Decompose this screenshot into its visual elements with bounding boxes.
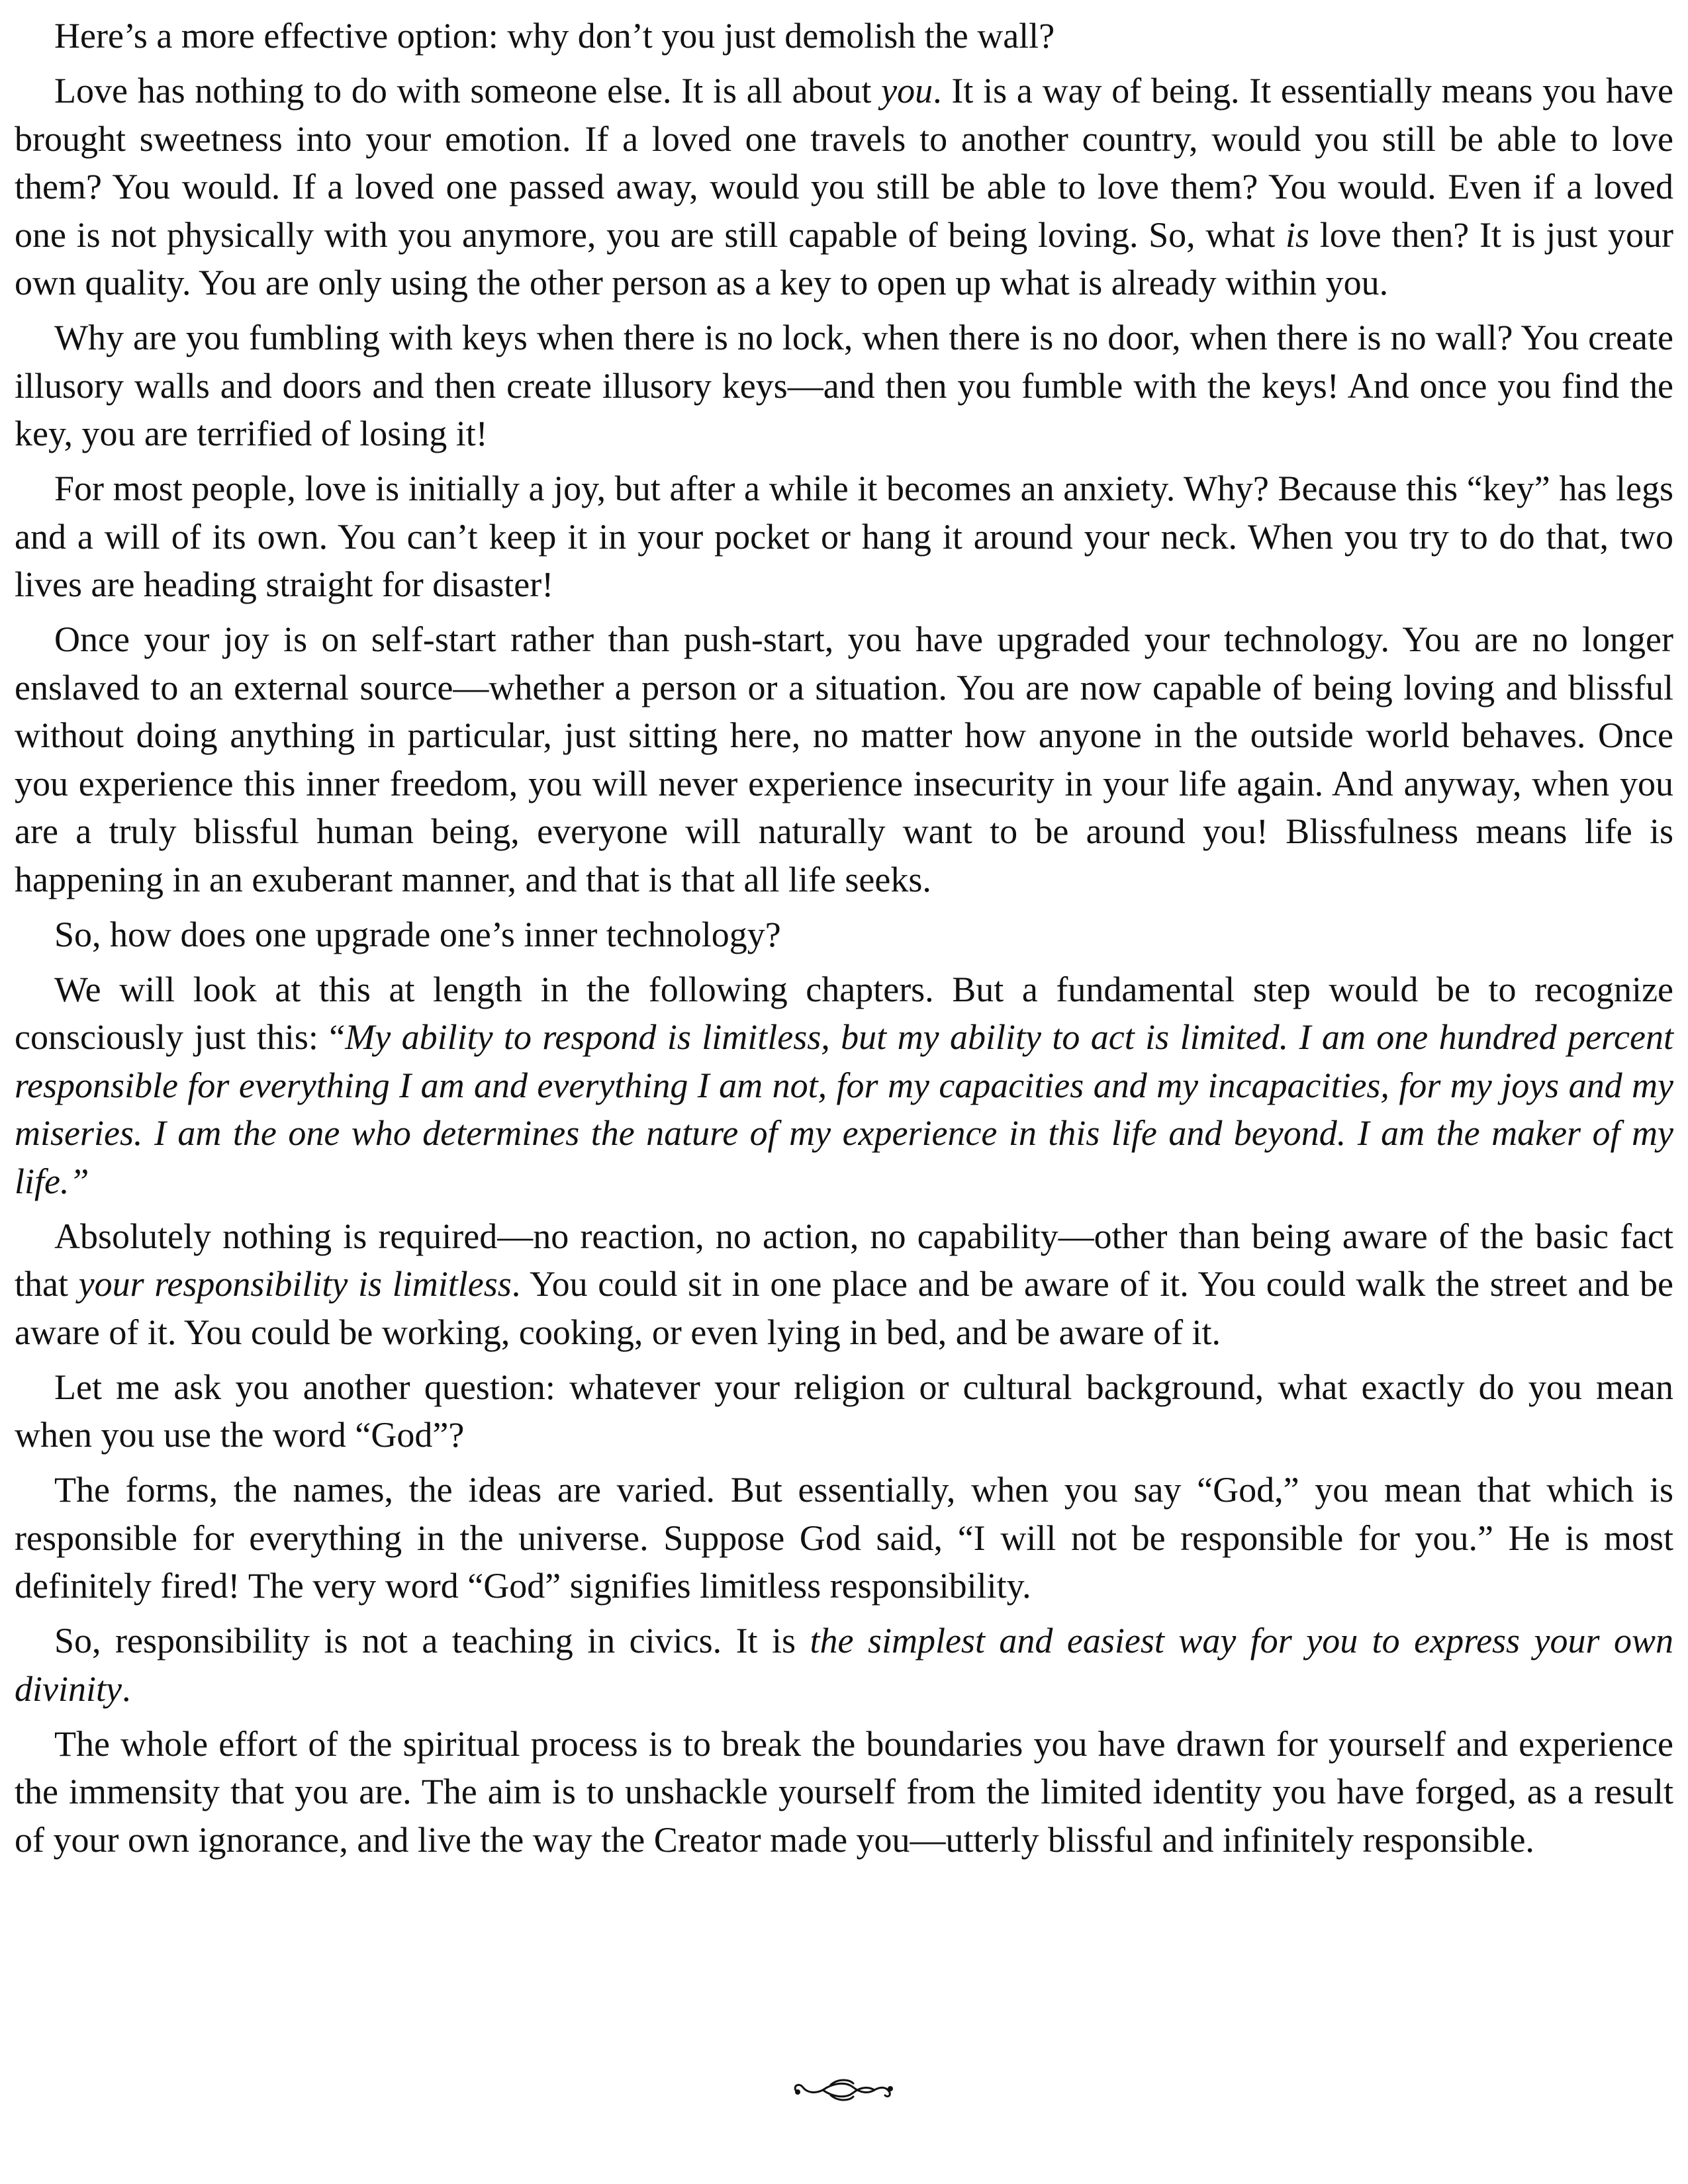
text-run: . It is a way of being. It essentially means you have brought sweetness into your emotion. If a loved one travels to another country, would you still be able to love them? You would. If a loved one passed away, would you still be able to love them? You would. Even if a loved one is not physically with you anymore, you are still capable of being loving. So, what bbox=[15, 71, 1673, 255]
paragraph bbox=[15, 1363, 1673, 1459]
text-run: Love has nothing to do with someone else. It is all about bbox=[54, 71, 882, 111]
text-run: For most people, love is initially a joy, but after a while it becomes an anxiety. Why? Because this “key” has legs and a will of its own. You can’t keep it in your pocket or hang it around your neck. When you try to do that, two lives are heading straight for disaster! bbox=[15, 469, 1673, 604]
section-break-flourish-icon bbox=[784, 2071, 904, 2109]
text-run: . bbox=[121, 1668, 131, 1709]
paragraph bbox=[15, 1212, 1673, 1357]
text-run: Here’s a more effective option: why don’t you just demolish the wall? bbox=[54, 16, 1055, 56]
paragraph bbox=[15, 67, 1673, 307]
paragraph bbox=[15, 465, 1673, 609]
text-run: The whole effort of the spiritual process is to break the boundaries you have drawn for yourself and experience the immensity that you are. The aim is to unshackle yourself from the limited identity you have forged, as a result of your own ignorance, and live the way the Creator made you—utterly blissful and infinitely responsible. bbox=[15, 1723, 1673, 1860]
italic-text: the simplest and easiest way for you to express your own divinity bbox=[15, 1621, 1673, 1709]
text-run: So, responsibility is not a teaching in civics. It is bbox=[54, 1621, 810, 1661]
paragraph bbox=[15, 1617, 1673, 1713]
text-run: . You could sit in one place and be aware of it. You could walk the street and be aware of it. You could be working, cooking, or even lying in bed, and be aware of it. bbox=[15, 1264, 1674, 1352]
text-run: So, how does one upgrade one’s inner technology? bbox=[54, 914, 781, 954]
text-run: Let me ask you another question: whatever your religion or cultural background, what exactly do you mean when you use the word “God”? bbox=[15, 1367, 1673, 1455]
paragraph bbox=[15, 12, 1673, 60]
text-run: The forms, the names, the ideas are varied. But essentially, when you say “God,” you mean that which is responsible for everything in the universe. Suppose God said, “I will not be responsible for you.” He is most definitely fired! The very word “God” signifies limitless responsibility. bbox=[15, 1470, 1673, 1606]
paragraph bbox=[15, 1720, 1673, 1864]
text-run: Absolutely nothing is required—no reaction, no action, no capability—other than being aware of the basic fact that bbox=[15, 1216, 1673, 1304]
paragraph bbox=[15, 966, 1673, 1206]
paragraph bbox=[15, 314, 1673, 458]
italic-text: My ability to respond is limitless, but my ability to act is limited. I am one hundred percent responsible for everything I am and everything I am not, for my capacities and my incapacities, for my joys and my miseries. I am the one who determines the nature of my experience in this life and beyond. I am the maker of my life.” bbox=[15, 1017, 1673, 1201]
paragraph bbox=[15, 615, 1673, 903]
paragraph bbox=[15, 911, 1673, 959]
body-text bbox=[15, 12, 1673, 1864]
paragraph bbox=[15, 1466, 1673, 1610]
text-run: love then? It is just your own quality. You are only using the other person as a key to open up what is already within you. bbox=[15, 214, 1673, 302]
text-run: We will look at this at length in the following chapters. But a fundamental step would be to recognize consciously just this: “ bbox=[15, 969, 1673, 1057]
text-run: Why are you fumbling with keys when there is no lock, when there is no door, when there is no wall? You create illusory walls and doors and then create illusory keys—and then you fumble with the keys! And once you find the key, you are terrified of losing it! bbox=[15, 318, 1673, 453]
italic-text: you bbox=[881, 71, 933, 111]
italic-text: is bbox=[1285, 214, 1310, 255]
text-run: Once your joy is on self-start rather than push-start, you have upgraded your technology. You are no longer enslaved to an external source—whether a person or a situation. You are now capable of being loving and blissful without doing anything in particular, just sitting here, no matter how anyone in the outside world behaves. Once you experience this inner freedom, you will never experience insecurity in your life again. And anyway, when you are a truly blissful human being, everyone will naturally want to be around you! Blissfulness means life is happening in an exuberant manner, and that is that all life seeks. bbox=[15, 619, 1673, 899]
italic-text: your responsibility is limitless bbox=[78, 1264, 512, 1304]
